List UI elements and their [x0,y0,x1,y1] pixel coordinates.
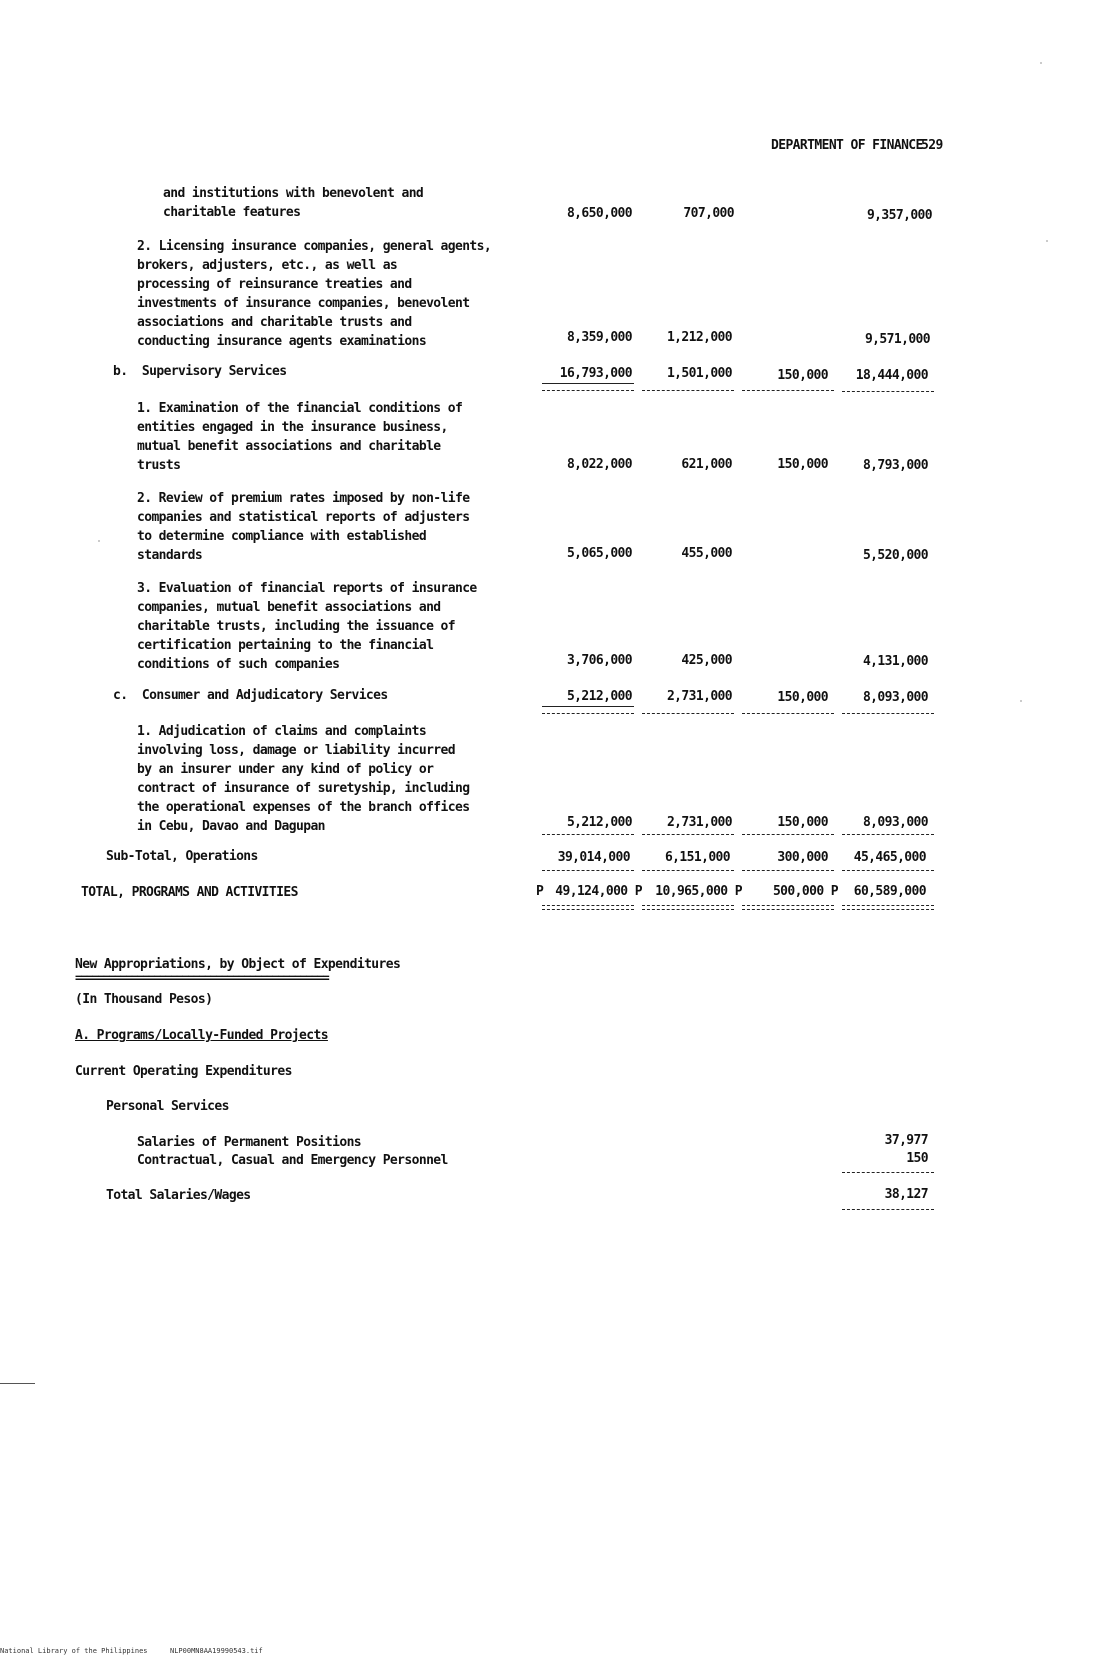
double-divider [542,905,634,910]
row-c4: 8,093,000 [862,815,928,830]
row-c1: 8,022,000 [566,457,632,472]
divider [542,706,634,707]
row-c3: 150,000 [777,368,828,383]
row-c2: 2,731,000 [666,689,732,704]
row-c1: 8,359,000 [566,330,632,345]
divider [542,713,634,714]
footer-filename: NLP00MN8AA19990543.tif [170,1647,263,1655]
personal-services-heading: Personal Services [106,1099,229,1114]
row-c4: 45,465,000 [853,850,926,865]
total-salaries-label: Total Salaries/Wages [106,1188,251,1203]
row-c2: 707,000 [683,206,734,221]
row-c2: 2,731,000 [666,815,732,830]
divider [542,383,634,384]
divider [742,390,834,391]
row-c2: 1,501,000 [666,366,732,381]
contractual-label: Contractual, Casual and Emergency Personnel [137,1153,448,1168]
scan-speck [1020,700,1022,702]
row-c3: 150,000 [777,815,828,830]
row-c4: 8,093,000 [862,690,928,705]
divider [542,390,634,391]
subtotal-label: Sub-Total, Operations [106,849,258,864]
currency-symbol: P [536,884,544,899]
scan-edge-mark [0,1383,35,1384]
divider [642,390,734,391]
row-c3: 150,000 [777,457,828,472]
section-title-underline: ============================================= [75,971,329,985]
row-c4: 9,571,000 [864,332,930,347]
divider [742,834,834,835]
section-a-heading: A. Programs/Locally-Funded Projects [75,1028,328,1043]
row-c3: 300,000 [777,850,828,865]
divider [842,870,934,871]
row-c4: 5,520,000 [862,548,928,563]
divider [842,834,934,835]
row-c2: 1,212,000 [666,330,732,345]
row-label: b. Supervisory Services [113,364,287,379]
row-c2: 455,000 [681,546,732,561]
scan-speck [1046,240,1048,242]
row-c2: 621,000 [681,457,732,472]
row-c1: 3,706,000 [566,653,632,668]
total-salaries-value: 38,127 [884,1187,928,1202]
divider [842,1209,934,1210]
row-label: 2. Licensing insurance companies, general agents, brokers, adjusters, etc., as well as processing of reinsurance treaties and investments of insurance companies, benevolent associations and charitable trusts and conducting insurance agents examinations [137,239,492,349]
row-label: 1. Adjudication of claims and complaints involving loss, damage or liability incurred by an insurer under any kind of policy or contract of insurance of suretyship, including the operational expenses of the branch offices in Cebu, Davao and Dagupan [137,724,470,834]
row-c1: 8,650,000 [566,206,632,221]
page-number: 529 [921,138,943,153]
double-divider [842,905,934,910]
divider [642,870,734,871]
row-c3: 500,000 P [772,884,838,899]
scan-speck [1040,62,1042,64]
row-label: c. Consumer and Adjudicatory Services [113,688,388,703]
divider [842,1172,934,1173]
unit-note: (In Thousand Pesos) [75,992,213,1007]
divider [642,713,734,714]
divider [542,834,634,835]
divider [842,391,934,392]
row-c1: 39,014,000 [557,850,630,865]
row-c1: 49,124,000 P [555,884,642,899]
row-label: 1. Examination of the financial conditions of entities engaged in the insurance business, mutual benefit associations and charitable trusts [137,401,463,473]
scan-speck [98,540,100,542]
row-c4: 8,793,000 [862,458,928,473]
current-operating-heading: Current Operating Expenditures [75,1064,292,1079]
divider [542,870,634,871]
contractual-value: 150 [906,1151,928,1166]
row-c2: 6,151,000 [664,850,730,865]
row-c2: 425,000 [681,653,732,668]
row-label: and institutions with benevolent and charitable features [163,186,424,220]
row-c1: 5,065,000 [566,546,632,561]
row-c4: 4,131,000 [862,654,928,669]
row-c1: 16,793,000 [559,366,632,381]
salaries-value: 37,977 [884,1133,928,1148]
divider [742,870,834,871]
footer-library: National Library of the Philippines [0,1647,148,1655]
double-divider [642,905,734,910]
page-header-title: DEPARTMENT OF FINANCE [771,138,923,153]
salaries-label: Salaries of Permanent Positions [137,1135,362,1150]
row-c4: 9,357,000 [866,208,932,223]
total-label: TOTAL, PROGRAMS AND ACTIVITIES [81,885,298,900]
divider [642,834,734,835]
row-label: 2. Review of premium rates imposed by non-life companies and statistical reports of adjusters to determine compliance with established standards [137,491,470,563]
double-divider [742,905,834,910]
row-c3: 150,000 [777,690,828,705]
divider [742,713,834,714]
row-c1: 5,212,000 [566,815,632,830]
row-c4: 60,589,000 [853,884,926,899]
section-title: New Appropriations, by Object of Expenditures [75,957,401,972]
row-c2: 10,965,000 P [655,884,742,899]
divider [842,713,934,714]
row-label: 3. Evaluation of financial reports of insurance companies, mutual benefit associations and charitable trusts, including the issuance of certification pertaining to the financial conditions of such companies [137,581,477,672]
row-c4: 18,444,000 [855,368,928,383]
row-c1: 5,212,000 [566,689,632,704]
